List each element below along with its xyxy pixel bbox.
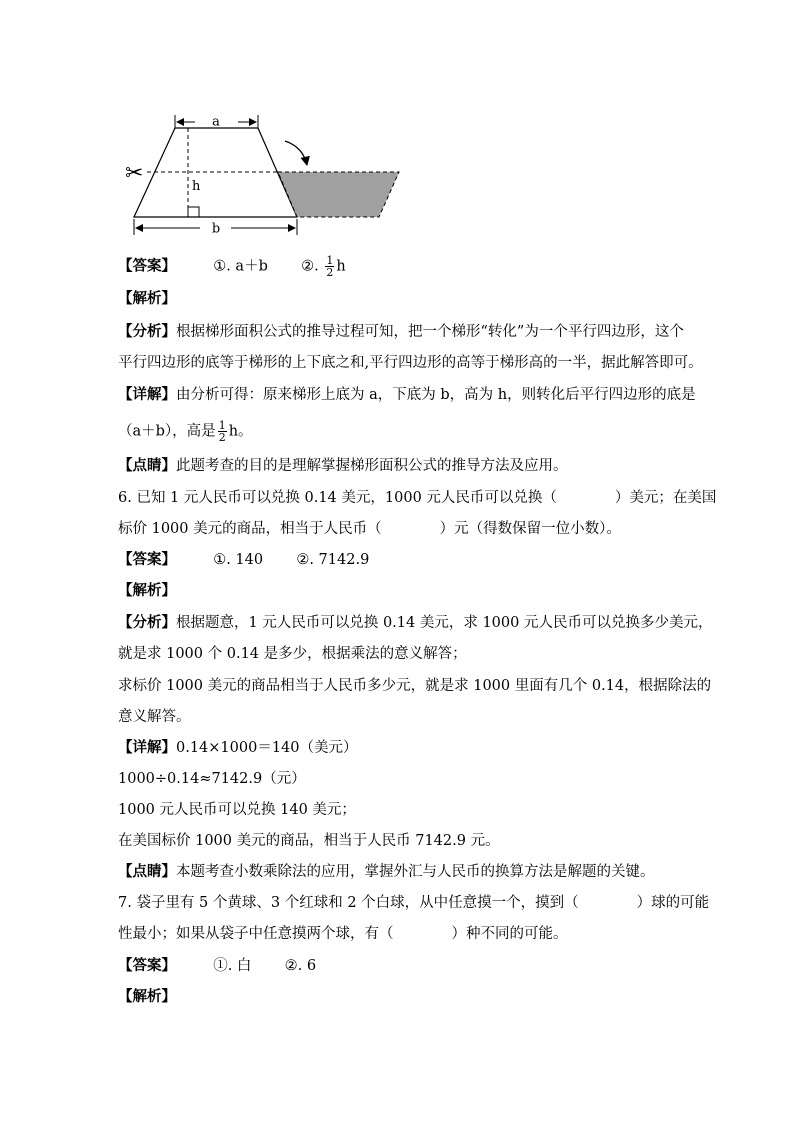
label-h: h (192, 179, 201, 194)
q6-xiangjie-4: 在美国标价 1000 美元的商品，相当于人民币 7142.9 元。 (118, 833, 500, 849)
q6-question-2: 标价 1000 美元的商品，相当于人民币（ ）元（得数保留一位小数）。 (118, 521, 621, 537)
q7-answer-line: 【答案】 ①. 白 ②. 6 (118, 958, 317, 974)
q6-fenxi-4: 意义解答。 (118, 709, 191, 725)
q5-jiexi: 【解析】 (118, 291, 176, 307)
q7-jiexi: 【解析】 (118, 989, 176, 1005)
q6-fenxi-1: 【分析】根据题意，1 元人民币可以兑换 0.14 美元，求 1000 元人民币可以兑换多少美元， (118, 615, 713, 631)
q5-fenxi-2: 平行四边形的底等于梯形的上下底之和,平行四边形的高等于梯形高的一半，据此解答即可。 (118, 355, 703, 371)
q5-answer-2-suffix: h (336, 258, 346, 275)
answer-label: 【答案】 (118, 258, 176, 275)
q6-xiangjie-2: 1000÷0.14≈7142.9（元） (118, 771, 306, 787)
q7-question-1: 7. 袋子里有 5 个黄球、3 个红球和 2 个白球，从中任意摸一个，摸到（ ）球的可能 (118, 895, 710, 911)
trapezoid-figure (125, 105, 415, 240)
q7-question-2: 性最小；如果从袋子中任意摸两个球，有（ ）种不同的可能。 (118, 926, 568, 942)
q6-jiexi: 【解析】 (118, 583, 176, 599)
q6-answer-line: 【答案】 ①. 140 ②. 7142.9 (118, 552, 370, 568)
scissors-icon: ✂ (125, 161, 144, 186)
q5-dianjing: 【点睛】此题考查的目的是理解掌握梯形面积公式的推导方法及应用。 (118, 458, 568, 474)
fraction: $\frac{1}{2}$ (326, 254, 334, 279)
q5-answer-1: ①. a＋b (213, 258, 268, 275)
label-b: b (211, 221, 221, 237)
q6-fenxi-2: 就是求 1000 个 0.14 是多少，根据乘法的意义解答； (118, 646, 467, 662)
q6-dianjing: 【点睛】本题考查小数乘除法的应用，掌握外汇与人民币的换算方法是解题的关键。 (118, 864, 655, 880)
label-a: a (212, 114, 220, 130)
q5-xiangjie-2: （a＋b），高是 $\frac{1}{2}$ h。 (118, 419, 253, 444)
q6-fenxi-3: 求标价 1000 美元的商品相当于人民币多少元，就是求 1000 里面有几个 0.14，根据除法的 (118, 678, 712, 694)
shaded-parallelogram (278, 172, 399, 217)
fraction: $\frac{1}{2}$ (218, 419, 226, 444)
q6-xiangjie-1: 【详解】0.14×1000＝140（美元） (118, 740, 358, 756)
q5-xiangjie-1: 【详解】由分析可得：原来梯形上底为 a，下底为 b，高为 h，则转化后平行四边形的底是 (118, 387, 696, 403)
q5-fenxi-1: 【分析】根据梯形面积公式的推导过程可知，把一个梯形“转化”为一个平行四边形，这个 (118, 324, 684, 340)
q5-answer-2-prefix: ②. (301, 258, 319, 275)
q6-question-1: 6. 已知 1 元人民币可以兑换 0.14 美元，1000 元人民币可以兑换（ ）美元；在美国 (118, 490, 717, 506)
q5-answer-line (118, 255, 346, 278)
q6-xiangjie-3: 1000 元人民币可以兑换 140 美元； (118, 802, 356, 818)
trapezoid-shape (134, 128, 297, 217)
